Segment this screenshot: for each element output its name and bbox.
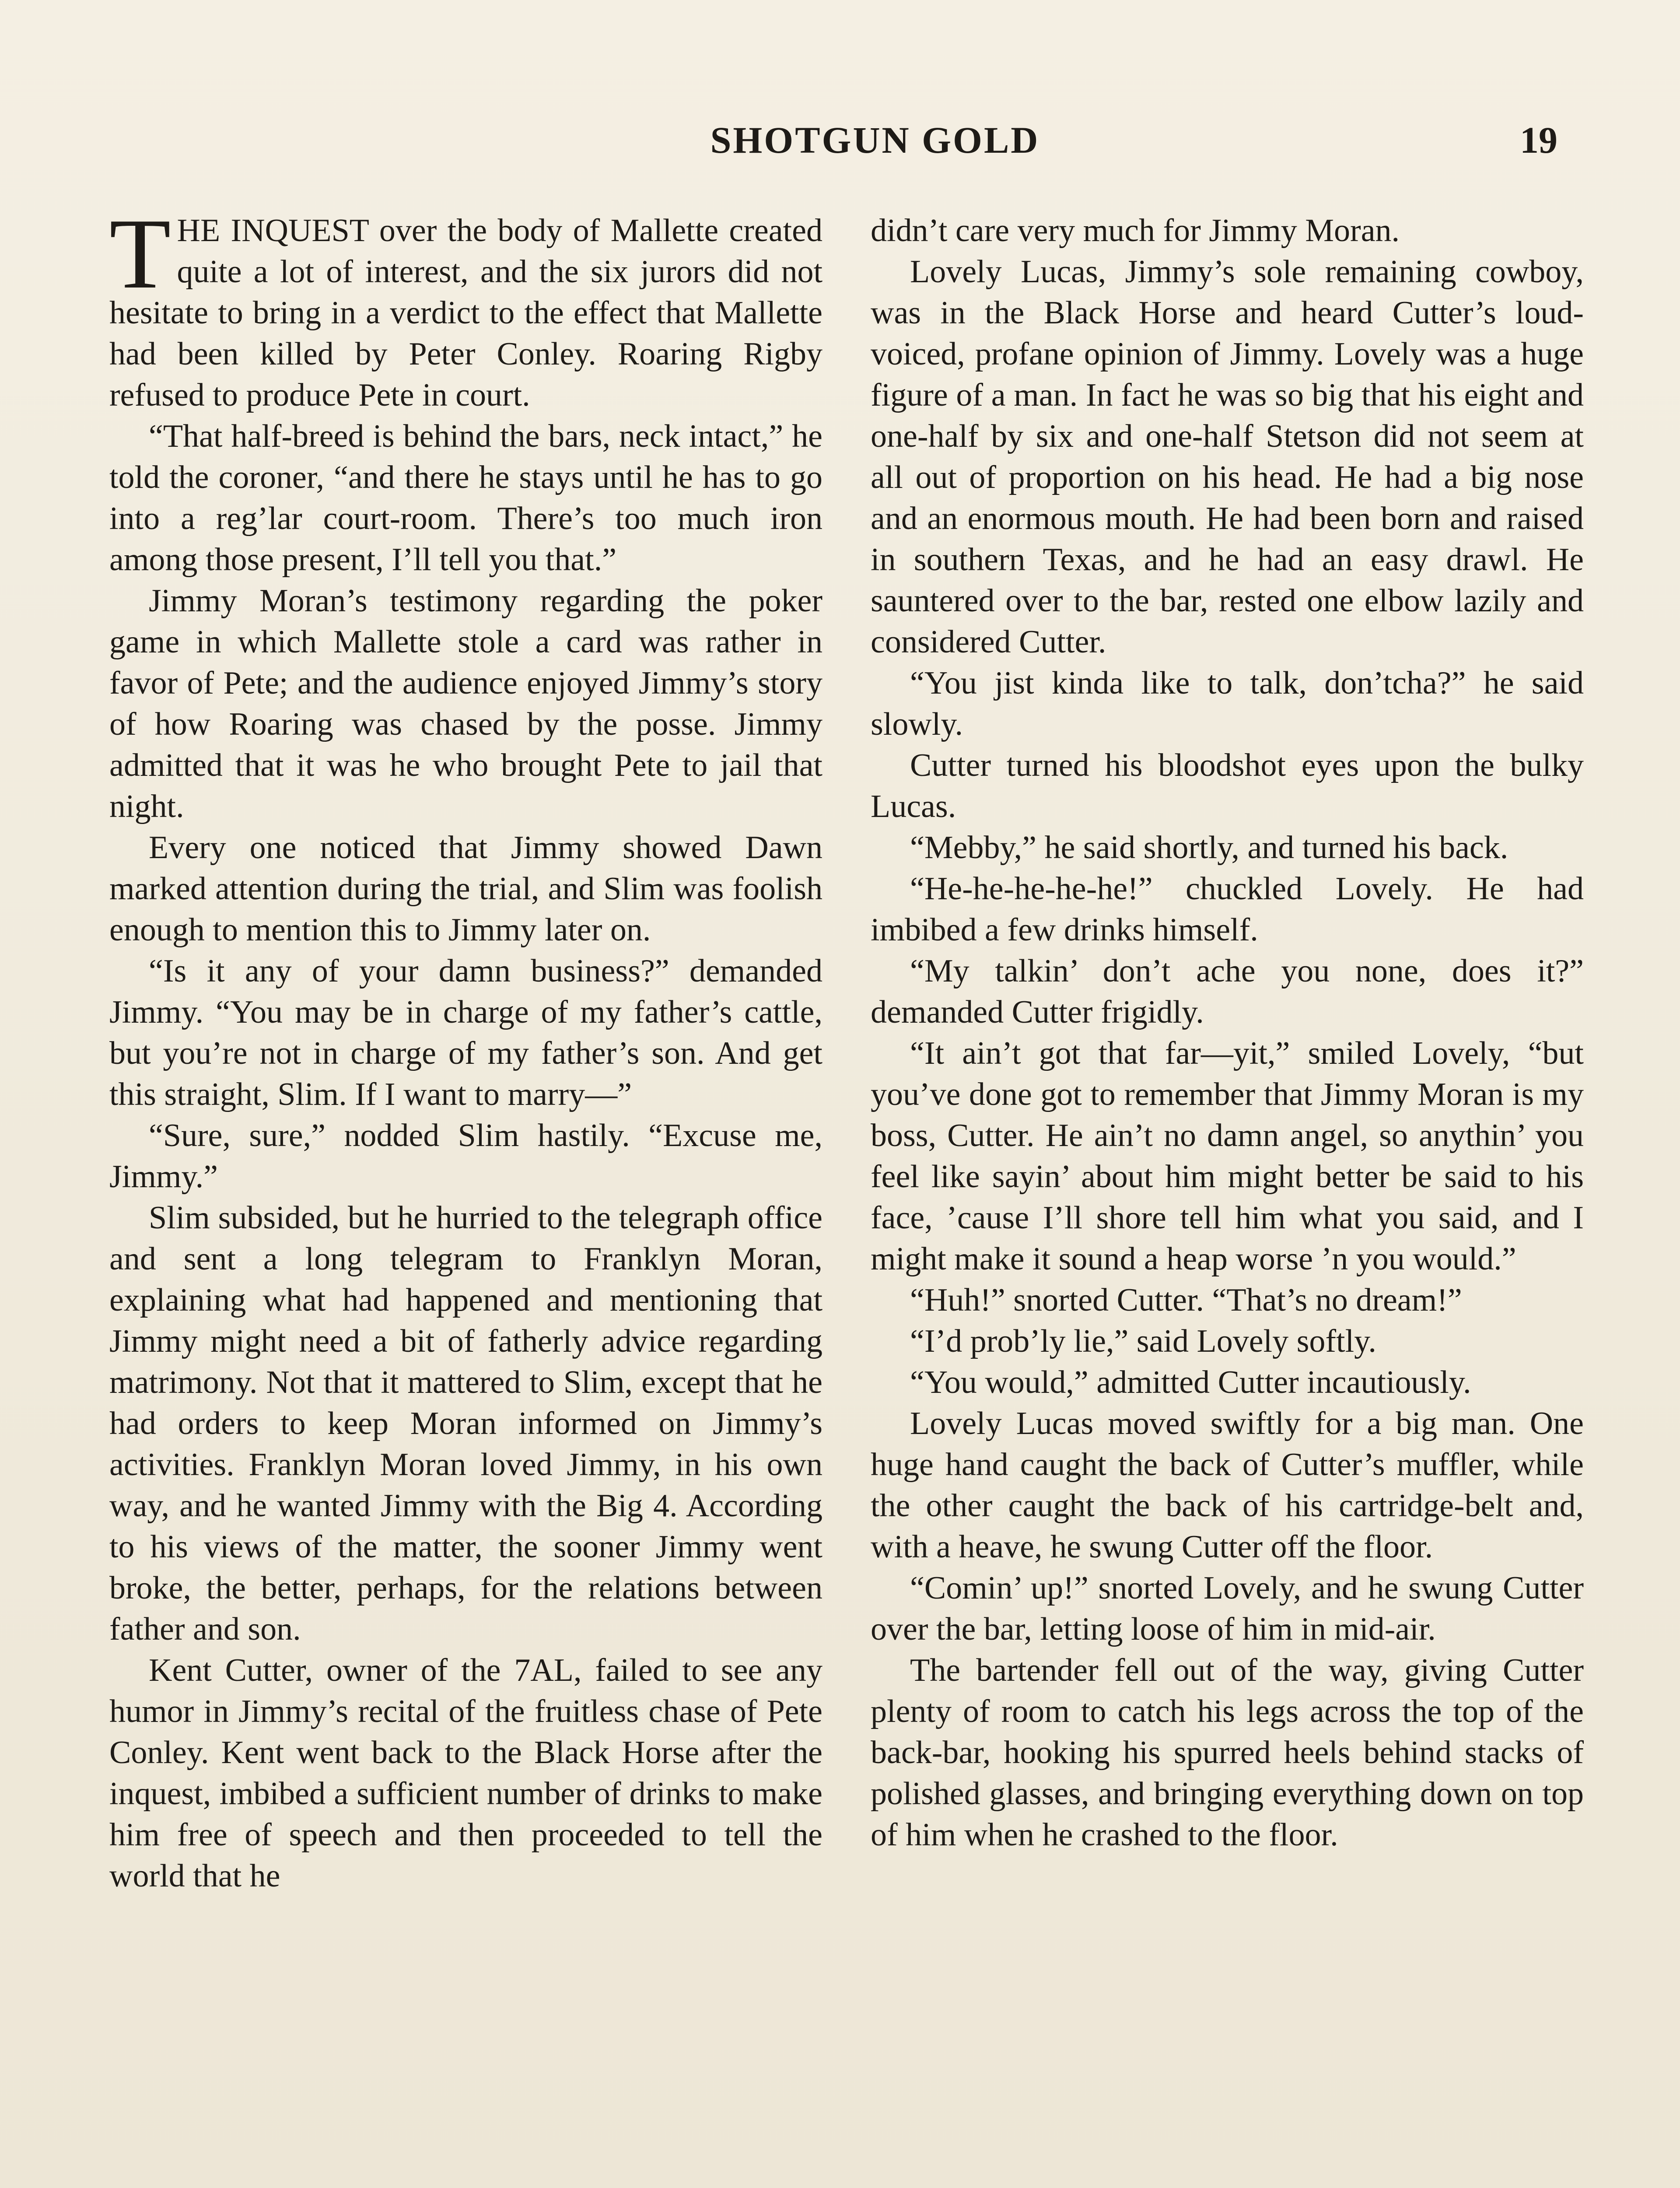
- page-number: 19: [1520, 119, 1558, 161]
- left-column: [109, 198, 822, 1897]
- paragraph: “My talkin’ don’t ache you none, does it?” demanded Cutter frigidly.: [871, 953, 1584, 1030]
- paragraph: Jimmy Moran’s testimony regarding the poker game in which Mallette stole a card was rather in favor of Pete; and the audience enjoyed Jimmy’s story of how Roaring was chased by the posse. Jimmy admitted that it was he who brought Pete to jail that night.: [109, 583, 822, 824]
- paragraph: “Is it any of your damn business?” demanded Jimmy. “You may be in charge of my father’s cattle, but you’re not in charge of my father’s son. And get this straight, Slim. If I want to marry—”: [109, 953, 822, 1112]
- paragraph: Slim subsided, but he hurried to the telegraph office and sent a long telegram to Franklyn Moran, explaining what had happened and mentioning that Jimmy might need a bit of fatherly advice regarding matrimony. Not that it mattered to Slim, except that he had orders to keep Moran informed on Jimmy’s activities. Franklyn Moran loved Jimmy, in his own way, and he wanted Jimmy with the Big 4. According to his views of the matter, the sooner Jimmy went broke, the better, perhaps, for the relations between father and son.: [109, 1200, 822, 1647]
- paragraph: Cutter turned his bloodshot eyes upon the bulky Lucas.: [871, 747, 1584, 824]
- paragraph: Lovely Lucas moved swiftly for a big man. One huge hand caught the back of Cutter’s muffler, while the other caught the back of his cartridge-belt and, with a heave, he swung Cutter off the floor.: [871, 1406, 1584, 1565]
- paragraph: “You would,” admitted Cutter incautiously.: [910, 1364, 1471, 1400]
- paragraph: The bartender fell out of the way, giving Cutter plenty of room to catch his legs across the top of the back-bar, hooking his spurred heels behind stacks of polished glasses, and bringing everything down on top of him when he crashed to the floor.: [871, 1652, 1584, 1853]
- paragraph: THE INQUEST over the body of Mallette created quite a lot of interest, and the six jurors did not hesitate to bring in a verdict to the effect that Mallette had been killed by Peter Conley. Roaring Rigby refused to produce Pete in court.: [109, 198, 822, 413]
- drop-cap: T: [109, 198, 171, 309]
- paragraph: Kent Cutter, owner of the 7AL, failed to see any humor in Jimmy’s recital of the fruitless chase of Pete Conley. Kent went back to the Black Horse after the inquest, imbibed a sufficient number of drinks to make him free of speech and then proceeded to tell the world that he: [109, 1652, 822, 1894]
- paragraph: “Comin’ up!” snorted Lovely, and he swung Cutter over the bar, letting loose of him in mid-air.: [871, 1570, 1584, 1647]
- paragraph: “I’d prob’ly lie,” said Lovely softly.: [910, 1323, 1376, 1359]
- page-header: [192, 118, 1558, 171]
- paragraph: “You jist kinda like to talk, don’tcha?” he said slowly.: [871, 665, 1584, 742]
- paragraph: Lovely Lucas, Jimmy’s sole remaining cowboy, was in the Black Horse and heard Cutter’s loud-voiced, profane opinion of Jimmy. Lovely was a huge figure of a man. In fact he was so big that his eight and one-half by six and one-half Stetson did not seem at all out of proportion on his head. He had a big nose and an enormous mouth. He had been born and raised in southern Texas, and he had an easy drawl. He sauntered over to the bar, rested one elbow lazily and considered Cutter.: [871, 254, 1584, 660]
- paragraph: “That half-breed is behind the bars, neck intact,” he told the coroner, “and there he stays until he has to go into a reg’lar court-room. There’s too much iron among those present, I’ll tell you that.”: [109, 418, 822, 578]
- running-title: SHOTGUN GOLD: [710, 119, 1040, 161]
- paragraph: “Huh!” snorted Cutter. “That’s no dream!”: [910, 1282, 1462, 1318]
- paragraph: “He-he-he-he-he!” chuckled Lovely. He had imbibed a few drinks himself.: [871, 871, 1584, 948]
- paragraph: Every one noticed that Jimmy showed Dawn marked attention during the trial, and Slim was foolish enough to mention this to Jimmy later on.: [109, 830, 822, 948]
- paragraph-continuation: didn’t care very much for Jimmy Moran.: [871, 213, 1400, 249]
- paragraph: “Mebby,” he said shortly, and turned his back.: [910, 830, 1508, 866]
- right-column: [871, 210, 1584, 1855]
- paragraph: “It ain’t got that far—yit,” smiled Lovely, “but you’ve done got to remember that Jimmy Moran is my boss, Cutter. He ain’t no damn angel, so anythin’ you feel like sayin’ about him might better be said to his face, ’cause I’ll shore tell him what you said, and I might make it sound a heap worse ’n you would.”: [871, 1035, 1584, 1277]
- paragraph: “Sure, sure,” nodded Slim hastily. “Excuse me, Jimmy.”: [109, 1118, 822, 1195]
